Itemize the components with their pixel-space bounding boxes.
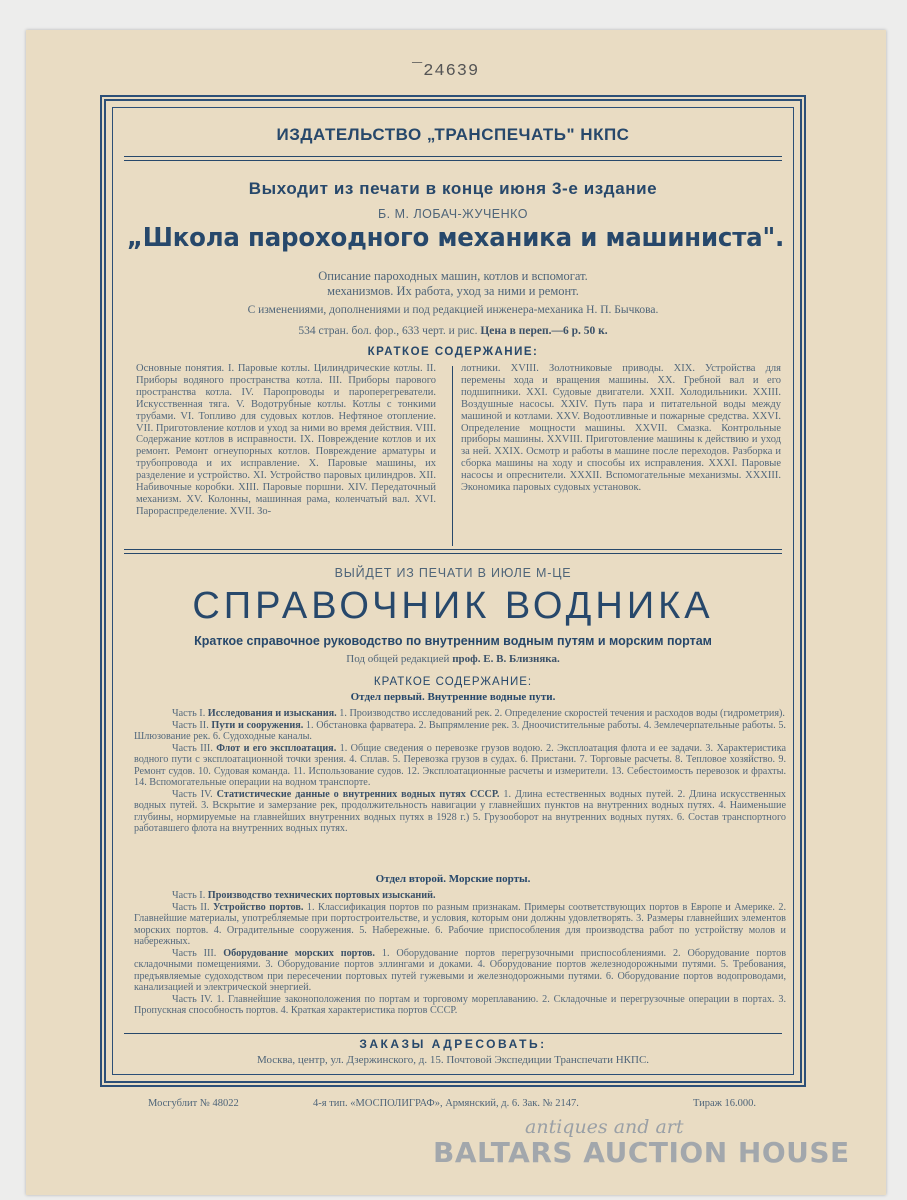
part-title: Пути и сооружения. bbox=[211, 719, 304, 731]
part-title: Исследования и изыскания. bbox=[207, 708, 337, 719]
inventory-number: 24639 bbox=[423, 62, 480, 81]
part-text: 1. Классификация портов по разным признакам. Примеры соответствующих портов в Европе и Америке. 2. Главнейшие материалы, употребляемые при портостроительстве, и условия, которым они должны удовлетворять. 3. Размеры главнейших элементов морских портов. 4. Оградительные сооружения. 5. Набережные. 6. Рабочие приспособления для производства работ по устройству молов и набережных. bbox=[134, 901, 787, 947]
book1-editor: С изменениями, дополнениями и под редакцией инженера-механика Н. П. Бычкова. bbox=[247, 304, 659, 316]
part-text: 1. Общие сведения о перевозке грузов водою. 2. Эксплоатация флота и ее задачи. 3. Характеристика водного пути с эксплоатационной точки зрения. 4. Сплав. 5. Перевозка грузов в судах. 6. Пристани. 7. Торговые расчеты. 8. Тепловое хозяйство. 9. Ремонт судов. 10. Судовая команда. 11. Использование судов. 12. Эксплоатационные расчеты и измерители. 13. Себестоимость перевозок и фрахты. 14. Вспомогательные операции на водном транспорте. bbox=[134, 742, 787, 788]
part-label: Часть IV. bbox=[172, 788, 213, 800]
part-title: Флот и его эксплоатация. bbox=[216, 742, 337, 754]
section1-part bbox=[134, 708, 786, 720]
book2-title: СПРАВОЧНИК ВОДНИКА bbox=[192, 585, 714, 627]
section2-part bbox=[134, 890, 786, 902]
publisher-heading: ИЗДАТЕЛЬСТВО „ТРАНСПЕЧАТЬ" НКПС bbox=[276, 125, 630, 144]
part-text: 1. Производство исследований рек. 2. Определение скоростей течения и расходов воды (гидрометрия). bbox=[339, 708, 785, 719]
book1-announcement: Выходит из печати в конце июня 3-е издание bbox=[248, 179, 658, 198]
orders-heading: ЗАКАЗЫ АДРЕСОВАТЬ: bbox=[359, 1037, 547, 1051]
part-text: 1. Длина естественных водных путей. 2. Длина искусственных водных путей. 3. Вскрытие и замерзание рек, продолжительность навигации у главнейших пунктов на внутренних водных путях. 4. Наименьшие глубины, нормируемые на главнейших внутренних водных путях в 1928 г.) 5. Грузооборот на внутренних водных путях. 6. Состав транспортного работавшего флота на внутренних водных путях. bbox=[134, 788, 787, 834]
book1-contents-right-column: лотники. XVIII. Золотниковые приводы. XIX. Устройства для перемены хода и вращения машины. XX. Гребной вал и его подшипники. XXI. Судовые двигатели. XXII. Холодильники. XXIII. Воздушные насосы. XXIV. Путь пара и питательной воды между машиной и котлами. XXV. Водоотливные и пожарные средства. XXVI. Определение мощности машины. XXVII. Смазка. Контрольные приборы машины. XXVIII. Приготовление машины к действию и уход за ней. XXIX. Осмотр и работы в машине после переходов. Разборка и сборка машины на ходу и способы их исправления. XXXI. Паровые насосы и опреснители. XXXII. Вспомогательные механизмы. XXXIII. Экономика паровых судовых установок. bbox=[461, 363, 781, 494]
book2-contents-heading: КРАТКОЕ СОДЕРЖАНИЕ: bbox=[373, 676, 533, 688]
part-title: Устройство портов. bbox=[213, 901, 304, 913]
section1-title: Отдел первый. Внутренние водные пути. bbox=[350, 691, 556, 703]
part-label: Часть III. bbox=[172, 947, 217, 959]
column-divider bbox=[452, 366, 453, 546]
divider bbox=[124, 549, 782, 550]
part-label: Часть I. bbox=[172, 708, 206, 719]
book2-subtitle: Краткое справочное руководство по внутренним водным путям и морским портам bbox=[194, 634, 712, 648]
watermark-tagline: antiques and art bbox=[525, 1116, 684, 1138]
divider bbox=[124, 156, 782, 157]
footer-print-run: Тираж 16.000. bbox=[693, 1098, 757, 1109]
footer-printer: 4-я тип. «МОСПОЛИГРАФ», Армянский, д. 6. Зак. № 2147. bbox=[313, 1098, 579, 1109]
book1-specs-line bbox=[106, 325, 800, 337]
footer-censor-number: Мосгублит № 48022 bbox=[148, 1098, 239, 1109]
book1-contents-heading: КРАТКОЕ СОДЕРЖАНИЕ: bbox=[367, 346, 539, 358]
part-text: 1. Обстановка фарватера. 2. Выпрямление рек. 3. Дноочистительные работы. 4. Землечерпательные работы. 5. Шлюзование рек. 6. Судоходные каналы. bbox=[134, 719, 786, 742]
part-label: Часть II. bbox=[172, 901, 210, 913]
section2-part bbox=[134, 994, 786, 1017]
section2-title: Отдел второй. Морские порты. bbox=[375, 873, 531, 885]
section1-part bbox=[134, 743, 786, 789]
book1-author: Б. М. ЛОБАЧ-ЖУЧЕНКО bbox=[377, 207, 529, 221]
book2-editor-prefix: Под общей редакцией bbox=[346, 653, 450, 665]
book1-contents-left-column: Основные понятия. I. Паровые котлы. Цилиндрические котлы. II. Приборы водяного пространства котла. III. Приборы парового пространства котла. IV. Паропроводы и пароперегреватели. Искусственная тяга. V. Водотрубные котлы. Котлы с тонкими трубами. VI. Топливо для судовых котлов. Нефтяное отопление. VII. Приготовление котлов и уход за ними во время действия. VIII. Содержание котлов в исправности. IX. Повреждение котлов и их ремонт. Ремонт огнеупорных котлов. Повреждение арматуры и трубопровода и их исправление. X. Паровые машины, их разделение и устройство. XI. Устройство паровых цилиндров. XII. Набивочные коробки. XIII. Паровые поршни. XIV. Передаточный механизм. XV. Колонны, машинная рама, коленчатый вал. XVI. Парораспределение. XVII. Зо- bbox=[136, 363, 436, 517]
book2-editor-name: проф. Е. В. Близняка. bbox=[452, 653, 560, 665]
part-text: 1. Оборудование портов перегрузочными приспособлениями. 2. Оборудование портов складочными помещениями. 3. Оборудование портов эллингами и доками. 4. Оборудование портов железнодорожными путями. 5. Требования, предъявляемые судоходством при пересечении портовых путей гужевыми и железнодорожными путями. 6. Оборудование портов водопроводами, канализацией и электрической энергией. bbox=[134, 947, 787, 993]
watermark-logo: BALTARS AUCTION HOUSE bbox=[433, 1136, 850, 1169]
inventory-stamp: ‾24639 bbox=[412, 62, 480, 81]
part-label: Часть IV. bbox=[172, 993, 213, 1005]
book1-specs: 534 стран. бол. фор., 633 черт. и рис. bbox=[298, 325, 478, 337]
divider bbox=[124, 553, 782, 554]
part-label: Часть III. bbox=[172, 742, 213, 754]
advertisement-frame bbox=[100, 95, 806, 1087]
part-title: Оборудование морских портов. bbox=[223, 947, 375, 959]
part-title: Статистические данные о внутренних водных путях СССР. bbox=[216, 788, 500, 800]
section1-part bbox=[134, 720, 786, 743]
book1-title: „Школа пароходного механика и машиниста". bbox=[126, 223, 785, 253]
section1-body bbox=[134, 708, 786, 835]
section2-part bbox=[134, 902, 786, 948]
section2-body bbox=[134, 890, 786, 1017]
section1-part bbox=[134, 789, 786, 835]
book1-description-line2: механизмов. Их работа, уход за ними и ремонт. bbox=[327, 284, 579, 298]
orders-address: Москва, центр, ул. Дзержинского, д. 15. Почтовой Экспедиции Транспечати НКПС. bbox=[256, 1054, 650, 1066]
book1-description-line1: Описание пароходных машин, котлов и вспомогат. bbox=[318, 269, 588, 283]
part-text: 1. Главнейшие законоположения по портам и торговому мореплаванию. 2. Складочные и перегрузочные операции в портах. 3. Пропускная способность портов. 4. Краткая характеристика портов СССР. bbox=[134, 993, 786, 1016]
book2-announcement: ВЫЙДЕТ ИЗ ПЕЧАТИ В ИЮЛЕ М-ЦЕ bbox=[334, 566, 572, 580]
part-label: Часть I. bbox=[172, 890, 206, 901]
section2-part bbox=[134, 948, 786, 994]
book2-editor-line bbox=[106, 653, 800, 665]
part-title: Производство технических портовых изысканий. bbox=[207, 890, 436, 901]
part-label: Часть II. bbox=[172, 719, 209, 731]
divider bbox=[124, 160, 782, 161]
divider bbox=[124, 1033, 782, 1034]
book1-price: Цена в переп.—6 р. 50 к. bbox=[480, 325, 608, 337]
